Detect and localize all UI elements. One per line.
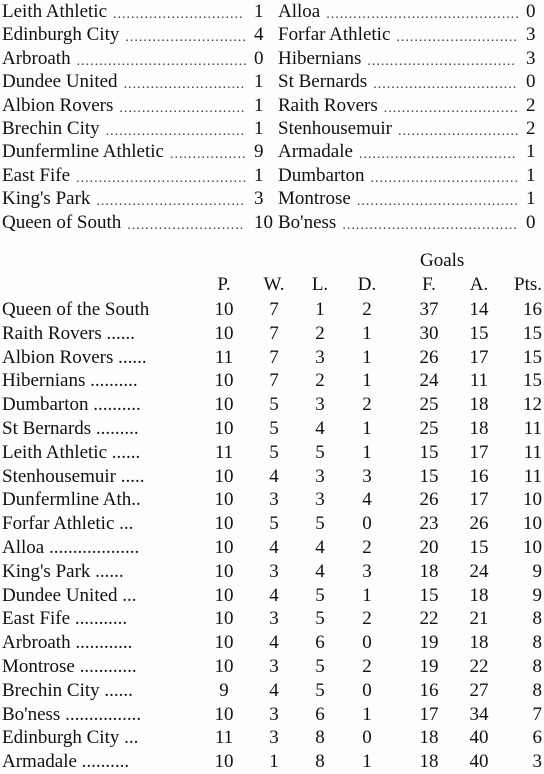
col-drawn: D. <box>357 274 377 295</box>
goals-for: 15 <box>419 465 439 487</box>
home-team: King's Park <box>2 188 91 210</box>
home-team: Leith Athletic <box>2 1 108 22</box>
result-row <box>2 117 542 140</box>
team-name: Dundee United ... <box>2 584 137 606</box>
team-name: Stenhousemuir ..... <box>2 465 145 487</box>
away-team: Hibernians <box>278 47 362 69</box>
away-score: 3 <box>526 47 536 69</box>
away-team: Montrose <box>278 188 351 210</box>
team-name: Raith Rovers ...... <box>2 322 135 344</box>
away-score: 1 <box>526 164 536 186</box>
home-score: 1 <box>254 117 264 139</box>
won: 4 <box>269 584 279 606</box>
goals-for: 19 <box>419 632 439 654</box>
won: 4 <box>269 536 279 558</box>
leader-dots: ................................ <box>373 77 518 93</box>
points: 11 <box>523 465 542 487</box>
table-row <box>2 750 542 774</box>
won: 7 <box>269 370 279 392</box>
leader-dots: ........................... <box>125 30 247 46</box>
team-name: Brechin City ...... <box>2 679 133 701</box>
goals-against: 17 <box>469 346 489 368</box>
col-goals-against: A. <box>469 274 489 295</box>
home-score: 0 <box>254 47 264 69</box>
away-score: 1 <box>526 188 536 210</box>
drawn: 2 <box>362 655 372 677</box>
lost: 4 <box>315 417 325 439</box>
team-name: Dumbarton .......... <box>2 394 141 416</box>
lost: 5 <box>315 679 325 701</box>
away-team: Alloa <box>278 1 321 22</box>
won: 3 <box>269 608 279 630</box>
lost: 5 <box>315 655 325 677</box>
home-team: Edinburgh City <box>2 24 120 46</box>
leader-dots: .................................... <box>356 194 519 210</box>
goals-for: 26 <box>419 346 439 368</box>
points: 8 <box>532 679 542 701</box>
result-row <box>2 70 542 93</box>
table-row <box>2 584 542 608</box>
played: 10 <box>214 608 234 630</box>
leader-dots: ............................... <box>105 123 246 139</box>
played: 9 <box>219 679 229 701</box>
goals-for: 26 <box>419 489 439 511</box>
lost: 3 <box>315 489 325 511</box>
won: 3 <box>269 489 279 511</box>
team-name: St Bernards ......... <box>2 417 139 439</box>
away-team: Bo'ness <box>278 211 337 233</box>
drawn: 2 <box>362 608 372 630</box>
goals-for: 20 <box>419 536 439 558</box>
lost: 3 <box>315 465 325 487</box>
played: 10 <box>214 489 234 511</box>
team-name: Montrose ............ <box>2 655 137 677</box>
drawn: 1 <box>362 751 372 773</box>
away-score: 0 <box>526 1 536 22</box>
table-row <box>2 536 542 560</box>
points: 10 <box>523 513 542 535</box>
leader-dots: ................................. <box>370 170 520 186</box>
home-team: Queen of South <box>2 211 122 233</box>
played: 10 <box>214 632 234 654</box>
table-row <box>2 607 542 631</box>
home-team: East Fife <box>2 164 71 186</box>
leader-dots: ............................. <box>113 7 244 22</box>
home-score: 10 <box>254 211 273 233</box>
table-row <box>2 679 542 703</box>
points: 15 <box>523 322 542 344</box>
team-name: Bo'ness ................ <box>2 703 142 725</box>
team-name: Arbroath ............ <box>2 632 133 654</box>
won: 7 <box>269 299 279 320</box>
col-goals-for: F. <box>422 274 436 295</box>
played: 11 <box>214 346 234 368</box>
results-list <box>2 0 542 234</box>
played: 10 <box>214 465 234 487</box>
home-score: 1 <box>254 94 264 116</box>
lost: 8 <box>315 751 325 773</box>
played: 10 <box>214 370 234 392</box>
leader-dots: ................................. <box>96 194 245 210</box>
goals-against: 18 <box>469 584 489 606</box>
team-name: Forfar Athletic ... <box>2 513 134 535</box>
table-row <box>2 512 542 536</box>
drawn: 1 <box>362 441 372 463</box>
away-team: St Bernards <box>278 71 368 93</box>
home-team: Brechin City <box>2 117 100 139</box>
table-row <box>2 346 542 370</box>
goals-against: 40 <box>469 751 489 773</box>
home-score: 1 <box>254 71 264 93</box>
played: 10 <box>214 560 234 582</box>
league-table <box>2 298 542 774</box>
away-team: Stenhousemuir <box>278 117 392 139</box>
table-row <box>2 560 542 584</box>
points: 10 <box>523 536 542 558</box>
table-row <box>2 298 542 322</box>
drawn: 3 <box>362 465 372 487</box>
drawn: 2 <box>362 536 372 558</box>
goals-against: 34 <box>469 703 489 725</box>
goals-for: 17 <box>419 703 439 725</box>
points: 10 <box>523 489 542 511</box>
won: 4 <box>269 679 279 701</box>
team-name: Alloa ................... <box>2 536 140 558</box>
points: 11 <box>523 441 542 463</box>
leader-dots: ...................................... <box>76 170 248 186</box>
points: 8 <box>532 655 542 677</box>
result-row <box>2 164 542 187</box>
points: 6 <box>532 727 542 749</box>
leader-dots: ............................ <box>119 100 246 116</box>
home-score: 9 <box>254 141 264 163</box>
drawn: 1 <box>362 703 372 725</box>
points: 11 <box>523 417 542 439</box>
points: 8 <box>532 632 542 654</box>
away-score: 3 <box>526 24 536 46</box>
played: 10 <box>214 394 234 416</box>
table-row <box>2 322 542 346</box>
goals-against: 26 <box>469 513 489 535</box>
away-score: 0 <box>526 211 536 233</box>
goals-against: 14 <box>469 299 489 320</box>
goals-against: 11 <box>469 370 489 392</box>
lost: 5 <box>315 608 325 630</box>
col-played: P. <box>217 274 231 295</box>
home-score: 3 <box>254 188 264 210</box>
home-score: 1 <box>254 164 264 186</box>
goals-for: 15 <box>419 584 439 606</box>
team-name: Queen of the South <box>2 299 150 320</box>
lost: 5 <box>315 584 325 606</box>
team-name: Hibernians .......... <box>2 370 138 392</box>
table-row <box>2 655 542 679</box>
played: 10 <box>214 417 234 439</box>
away-team: Raith Rovers <box>278 94 378 116</box>
home-team: Dundee United <box>2 71 118 93</box>
won: 7 <box>269 322 279 344</box>
team-name: Dunfermline Ath.. <box>2 489 141 511</box>
table-row <box>2 369 542 393</box>
table-row <box>2 631 542 655</box>
drawn: 0 <box>362 513 372 535</box>
away-score: 0 <box>526 71 536 93</box>
home-team: Arbroath <box>2 47 71 69</box>
points: 16 <box>523 299 542 320</box>
won: 3 <box>269 655 279 677</box>
goals-for: 25 <box>419 417 439 439</box>
goals-against: 15 <box>469 536 489 558</box>
drawn: 2 <box>362 394 372 416</box>
played: 11 <box>214 727 234 749</box>
goals-against: 22 <box>469 655 489 677</box>
team-name: Leith Athletic ...... <box>2 441 141 463</box>
result-row <box>2 187 542 210</box>
drawn: 2 <box>362 299 372 320</box>
lost: 1 <box>315 299 325 320</box>
lost: 3 <box>315 346 325 368</box>
home-team: Dunfermline Athletic <box>2 141 164 163</box>
won: 5 <box>269 441 279 463</box>
goals-for: 16 <box>419 679 439 701</box>
leader-dots: ....................................... <box>342 217 518 233</box>
won: 4 <box>269 465 279 487</box>
table-header <box>2 274 542 298</box>
played: 10 <box>214 751 234 773</box>
played: 10 <box>214 584 234 606</box>
col-won: W. <box>263 274 285 295</box>
table-row <box>2 441 542 465</box>
won: 5 <box>269 513 279 535</box>
home-score: 4 <box>254 24 264 46</box>
won: 3 <box>269 560 279 582</box>
leader-dots: ................. <box>169 147 247 163</box>
goals-against: 27 <box>469 679 489 701</box>
drawn: 0 <box>362 679 372 701</box>
goals-against: 17 <box>469 489 489 511</box>
drawn: 4 <box>362 489 372 511</box>
table-row <box>2 417 542 441</box>
team-name: Albion Rovers ...... <box>2 346 147 368</box>
drawn: 1 <box>362 322 372 344</box>
leader-dots: .......................... <box>127 217 245 233</box>
won: 3 <box>269 727 279 749</box>
lost: 3 <box>315 394 325 416</box>
goals-against: 16 <box>469 465 489 487</box>
drawn: 0 <box>362 727 372 749</box>
goals-against: 18 <box>469 417 489 439</box>
lost: 6 <box>315 632 325 654</box>
lost: 4 <box>315 560 325 582</box>
lost: 8 <box>315 727 325 749</box>
played: 10 <box>214 299 234 320</box>
result-row <box>2 211 542 234</box>
won: 1 <box>269 751 279 773</box>
lost: 2 <box>315 322 325 344</box>
won: 7 <box>269 346 279 368</box>
result-row <box>2 47 542 70</box>
drawn: 1 <box>362 370 372 392</box>
goals-for: 37 <box>419 299 439 320</box>
result-row <box>2 140 542 163</box>
goals-for: 19 <box>419 655 439 677</box>
table-row <box>2 488 542 512</box>
goals-for: 22 <box>419 608 439 630</box>
points: 7 <box>532 703 542 725</box>
drawn: 1 <box>362 584 372 606</box>
home-team: Albion Rovers <box>2 94 114 116</box>
goals-for: 24 <box>419 370 439 392</box>
points: 3 <box>532 751 542 773</box>
leader-dots: ........................... <box>398 123 520 139</box>
goals-for: 15 <box>419 441 439 463</box>
away-score: 2 <box>526 94 536 116</box>
result-row <box>2 0 542 23</box>
leader-dots: ...................................... <box>76 53 248 69</box>
played: 10 <box>214 536 234 558</box>
leader-dots: ........................... <box>396 30 518 46</box>
home-score: 1 <box>254 1 264 22</box>
goals-for: 18 <box>419 727 439 749</box>
played: 10 <box>214 513 234 535</box>
result-row <box>2 94 542 117</box>
drawn: 1 <box>362 346 372 368</box>
team-name: East Fife ........... <box>2 608 128 630</box>
won: 5 <box>269 394 279 416</box>
won: 4 <box>269 632 279 654</box>
played: 10 <box>214 322 234 344</box>
played: 10 <box>214 703 234 725</box>
leader-dots: ........................................... <box>326 7 520 22</box>
points: 9 <box>532 584 542 606</box>
points: 15 <box>523 370 542 392</box>
leader-dots: ................................. <box>367 53 516 69</box>
drawn: 3 <box>362 560 372 582</box>
goals-against: 40 <box>469 727 489 749</box>
goals-against: 17 <box>469 441 489 463</box>
col-lost: L. <box>311 274 329 295</box>
table-row <box>2 465 542 489</box>
goals-against: 15 <box>469 322 489 344</box>
goals-against: 24 <box>469 560 489 582</box>
away-score: 1 <box>526 141 536 163</box>
drawn: 0 <box>362 632 372 654</box>
goals-for: 25 <box>419 394 439 416</box>
lost: 5 <box>315 441 325 463</box>
result-row <box>2 23 542 46</box>
table-row <box>2 393 542 417</box>
col-points: Pts. <box>514 274 542 295</box>
away-score: 2 <box>526 117 536 139</box>
points: 8 <box>532 608 542 630</box>
played: 11 <box>214 441 234 463</box>
team-name: Armadale .......... <box>2 751 130 773</box>
lost: 5 <box>315 513 325 535</box>
won: 5 <box>269 417 279 439</box>
leader-dots: .............................. <box>383 100 519 116</box>
played: 10 <box>214 655 234 677</box>
leader-dots: ................................... <box>358 147 517 163</box>
leader-dots: ........................... <box>123 77 246 93</box>
goals-against: 21 <box>469 608 489 630</box>
team-name: King's Park ...... <box>2 560 124 582</box>
goals-against: 18 <box>469 394 489 416</box>
away-team: Armadale <box>278 141 353 163</box>
goals-for: 18 <box>419 751 439 773</box>
lost: 2 <box>315 370 325 392</box>
table-row <box>2 703 542 727</box>
away-team: Forfar Athletic <box>278 24 391 46</box>
lost: 4 <box>315 536 325 558</box>
won: 3 <box>269 703 279 725</box>
goals-against: 18 <box>469 632 489 654</box>
points: 9 <box>532 560 542 582</box>
goals-header: Goals <box>420 250 465 271</box>
drawn: 1 <box>362 417 372 439</box>
lost: 6 <box>315 703 325 725</box>
away-team: Dumbarton <box>278 164 365 186</box>
goals-for: 30 <box>419 322 439 344</box>
goals-for: 23 <box>419 513 439 535</box>
team-name: Edinburgh City ... <box>2 727 139 749</box>
points: 15 <box>523 346 542 368</box>
points: 12 <box>523 394 542 416</box>
goals-for: 18 <box>419 560 439 582</box>
table-row <box>2 726 542 750</box>
